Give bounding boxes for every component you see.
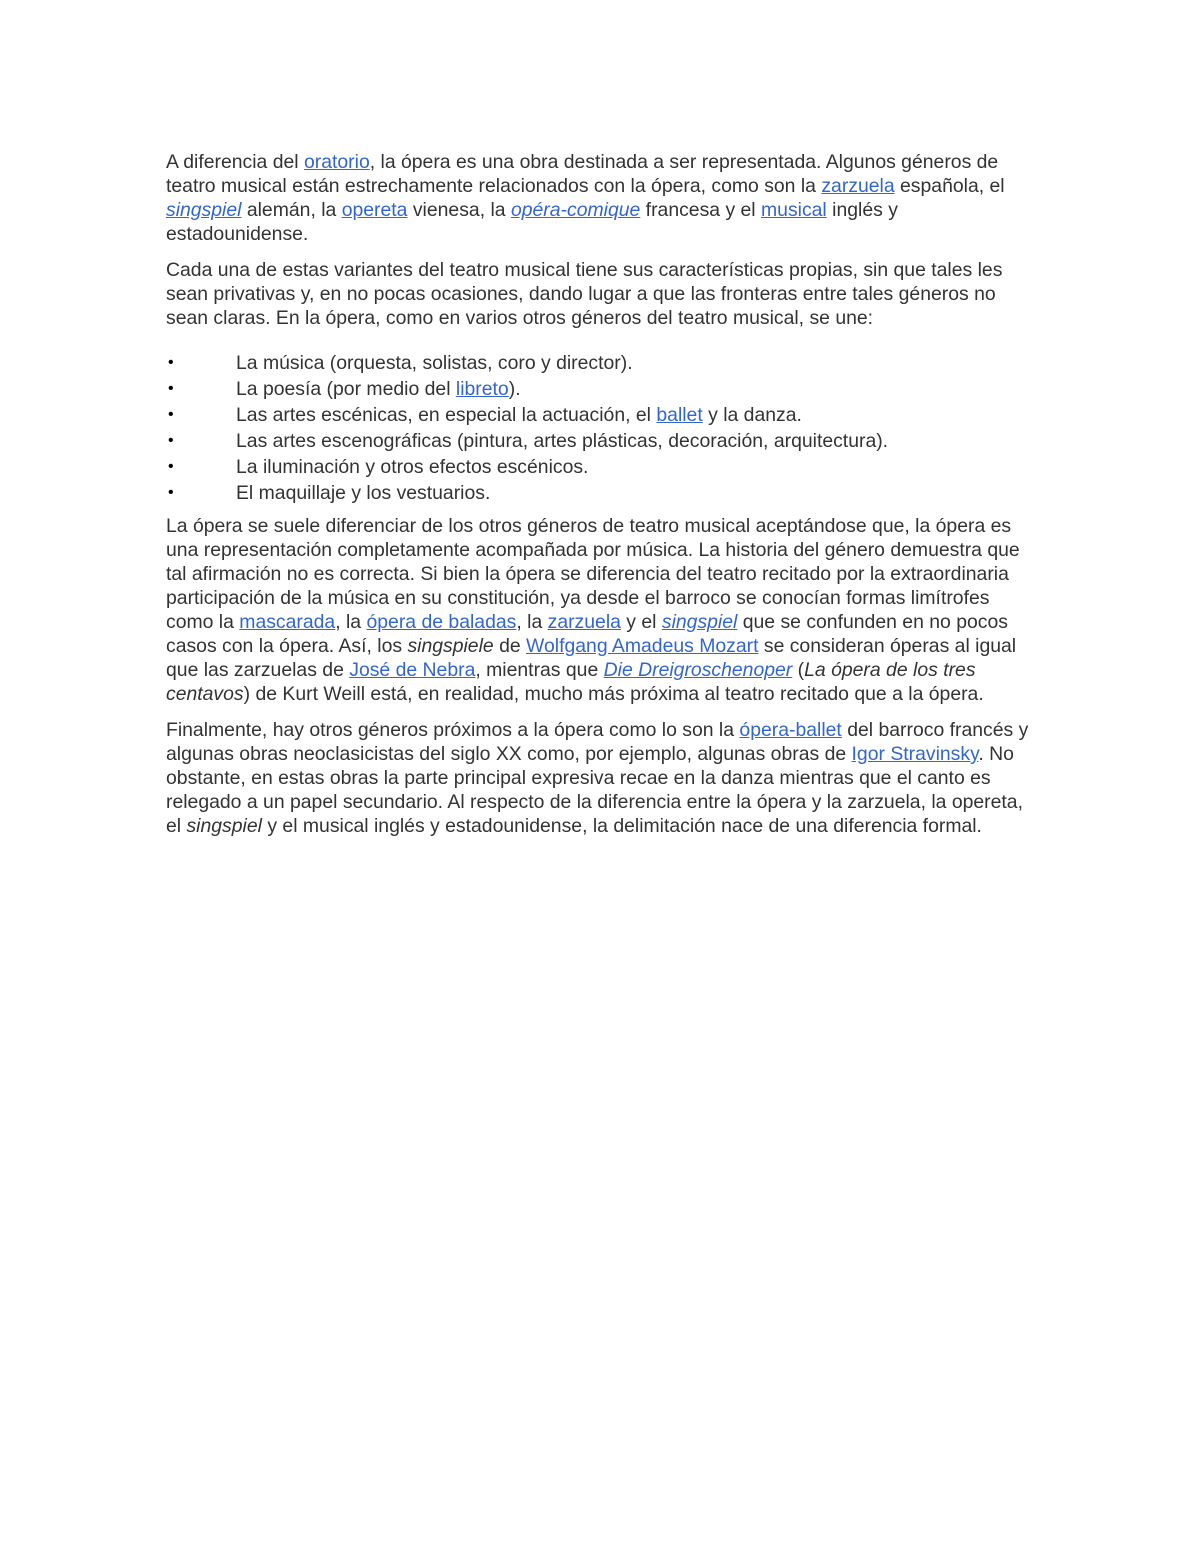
paragraph-conclusion [166,718,1036,838]
text-run: ) de Kurt Weill está, en realidad, mucho más próxima al teatro recitado que a la ópera. [243,683,984,705]
text-run: de [493,635,527,657]
link-opera-de-baladas[interactable]: ópera de baladas [366,611,517,633]
link-opera-ballet[interactable]: ópera-ballet [739,719,842,741]
list-item [166,454,1036,480]
link-singspiel[interactable]: singspiel [166,199,242,221]
text-run: Las artes escénicas, en especial la actuación, el [236,404,657,426]
list-item [166,402,1036,428]
link-mascarada[interactable]: mascarada [239,611,336,633]
link-opereta[interactable]: opereta [341,199,408,221]
text-run: , la [516,611,548,633]
link-libreto[interactable]: libreto [455,378,509,400]
text-run: Finalmente, hay otros géneros próximos a la ópera como lo son la [166,719,740,741]
text-run: y el [620,611,662,633]
text-run: española, el [894,175,1005,197]
text-run: La música (orquesta, solistas, coro y director). [236,352,633,374]
text-run: francesa y el [640,199,762,221]
elements-list [166,350,1036,506]
link-singspiel-2[interactable]: singspiel [661,611,738,633]
list-item [166,480,1036,506]
bullet-icon: • [168,380,174,397]
link-zarzuela[interactable]: zarzuela [821,175,895,197]
link-igor-stravinsky[interactable]: Igor Stravinsky [851,743,979,765]
text-run: que se confunden en no pocos casos con la ópera. Así, los [166,611,1008,657]
text-run: y la danza. [702,404,802,426]
bullet-icon: • [168,354,174,371]
list-item [166,376,1036,402]
paragraph-differences [166,514,1036,706]
link-oratorio[interactable]: oratorio [303,151,370,173]
list-item [166,428,1036,454]
text-run: y el musical inglés y estadounidense, la delimitación nace de una diferencia formal. [261,815,982,837]
text-run: alemán, la [241,199,342,221]
italic-text: La ópera de los tres centavos [166,659,976,705]
document-page [166,150,1036,850]
text-run: La iluminación y otros efectos escénicos. [236,456,589,478]
text-run: La ópera se suele diferenciar de los otros géneros de teatro musical aceptándose que, la ópera es una representación completamente acompañada por música. La historia del género demuestra que tal afirmación no es correcta. Si bien la ópera se diferencia del teatro recitado por la extraordinaria participación de la música en su constitución, ya desde el barroco se conocían formas limítrofes como la [166,515,1020,633]
link-mozart[interactable]: Wolfgang Amadeus Mozart [526,635,759,657]
text-run: Las artes escenográficas (pintura, artes plásticas, decoración, arquitectura). [236,430,889,452]
italic-text: singspiele [407,635,494,657]
text-run: La poesía (por medio del [236,378,456,400]
text-run: del barroco francés y algunas obras neoclasicistas del siglo XX como, por ejemplo, algunas obras de [166,719,1029,765]
text-run: El maquillaje y los vestuarios. [236,482,491,504]
text-run: ). [508,378,521,400]
text-run: se consideran óperas al igual que las zarzuelas de [166,635,1017,681]
list-item [166,350,1036,376]
paragraph-intro [166,150,1036,246]
link-die-dreigroschenoper[interactable]: Die Dreigroschenoper [603,659,793,681]
text-run: . No obstante, en estas obras la parte principal expresiva recae en la danza mientras que el canto es relegado a un papel secundario. Al respecto de la diferencia entre la ópera y la zarzuela, la opereta, el [166,743,1023,837]
bullet-icon: • [168,432,174,449]
link-opera-comique[interactable]: opéra-comique [510,199,641,221]
text-run: inglés y estadounidense. [166,199,898,245]
link-zarzuela-2[interactable]: zarzuela [547,611,621,633]
link-ballet[interactable]: ballet [656,404,703,426]
bullet-icon: • [168,406,174,423]
italic-text: singspiel [186,815,262,837]
text-run: vienesa, la [407,199,511,221]
text-run: A diferencia del [166,151,304,173]
link-musical[interactable]: musical [761,199,827,221]
text-run: ( [792,659,805,681]
text-run: , la ópera es una obra destinada a ser representada. Algunos géneros de teatro musical están estrechamente relacionados con la ópera, como son la [166,151,999,197]
text-run: , mientras que [475,659,604,681]
bullet-icon: • [168,458,174,475]
text-run: , la [335,611,367,633]
link-jose-de-nebra[interactable]: José de Nebra [349,659,476,681]
bullet-icon: • [168,484,174,501]
paragraph-variants: Cada una de estas variantes del teatro musical tiene sus características propias, sin que tales les sean privativas y, en no pocas ocasiones, dando lugar a que las fronteras entre tales géneros no sean claras. En la ópera, como en varios otros géneros del teatro musical, se une: [166,259,1003,329]
